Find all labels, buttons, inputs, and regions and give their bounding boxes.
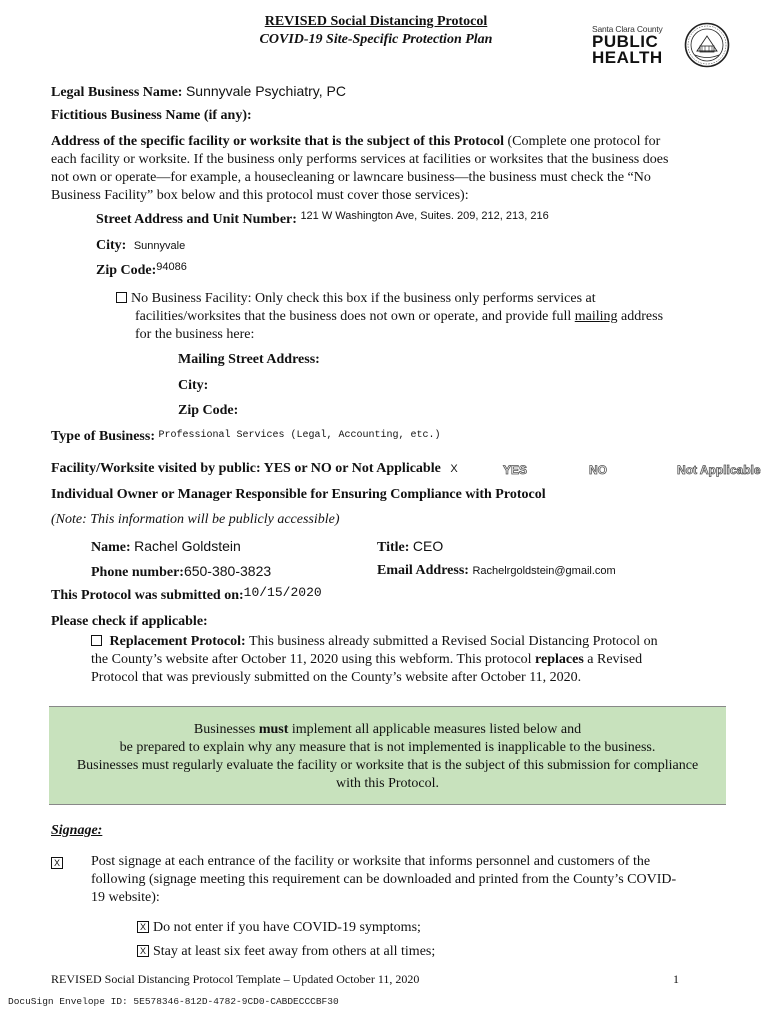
owner-title-value[interactable]: CEO: [412, 538, 444, 554]
footer-template-text: REVISED Social Distancing Protocol Template – Updated October 11, 2020: [51, 972, 420, 986]
logo-line2: HEALTH: [592, 48, 663, 67]
street-address-label: Street Address and Unit Number:: [96, 212, 297, 227]
submitted-row: [51, 585, 322, 604]
document-title: REVISED Social Distancing Protocol: [264, 14, 488, 29]
address-instructions-line1: (Complete one protocol for: [504, 134, 661, 149]
signage-checkbox[interactable]: [51, 855, 67, 873]
visited-mark: X: [450, 463, 458, 475]
mailing-underlined: mailing: [574, 309, 618, 324]
signage-heading: Signage:: [51, 823, 103, 838]
replacement-protocol-line2-end: a Revised: [583, 652, 643, 667]
no-business-facility-checkbox[interactable]: [116, 292, 127, 303]
submitted-value[interactable]: 10/15/2020: [243, 585, 322, 600]
city-value[interactable]: Sunnyvale: [133, 240, 186, 252]
county-seal-icon: [684, 22, 730, 68]
submitted-label: This Protocol was submitted on:: [51, 588, 244, 603]
visited-option-no[interactable]: NO: [589, 463, 607, 477]
owner-phone-label: Phone number:: [91, 565, 184, 580]
docusign-envelope-id: DocuSign Envelope ID: 5E578346-812D-4782-9CD0-CABDECCCBF30: [8, 996, 339, 1007]
owner-email-label: Email Address:: [377, 563, 469, 578]
logo-county: Santa Clara County: [592, 24, 663, 34]
replaces-bold: replaces: [535, 652, 584, 667]
type-of-business-row: [51, 429, 441, 445]
signage-sub2: [137, 943, 435, 961]
owner-email-row: [377, 563, 616, 579]
notice-line4: with this Protocol.: [335, 776, 440, 791]
signage-sub2-text: Stay at least six feet away from others at all times;: [153, 944, 436, 959]
address-instructions-line4: Business Facility” box below and this protocol must cover those services):: [51, 188, 469, 203]
street-address-row: [96, 212, 549, 228]
document-subtitle: COVID-19 Site-Specific Protection Plan: [259, 32, 493, 47]
address-instructions-line3: not own or operate—for example, a housecleaning or lawncare business—the business must check the “No: [51, 170, 651, 185]
owner-note: (Note: This information will be publicly accessible): [51, 512, 340, 527]
signage-sub1-text: Do not enter if you have COVID-19 symptoms;: [153, 920, 421, 935]
owner-title-row: [377, 538, 443, 556]
notice-must: must: [258, 722, 289, 737]
zip-value[interactable]: 94086: [156, 261, 187, 273]
legal-business-name-label: Legal Business Name:: [51, 85, 183, 100]
please-check-heading: Please check if applicable:: [51, 614, 208, 629]
legal-business-name-value[interactable]: Sunnyvale Psychiatry, PC: [185, 83, 346, 99]
notice-line1: Businesses: [193, 722, 259, 737]
signage-item-line3: 19 website):: [91, 890, 160, 905]
compliance-notice-box: [49, 706, 726, 805]
owner-name-value[interactable]: Rachel Goldstein: [134, 538, 241, 554]
owner-name-label: Name:: [91, 540, 131, 555]
address-label: Address of the specific facility or worksite that is the subject of this Protocol: [51, 134, 504, 149]
zip-label: Zip Code:: [96, 263, 157, 278]
visited-option-not-applicable[interactable]: Not Applicable: [677, 463, 761, 477]
signage-item-line2: following (signage meeting this requirement can be downloaded and printed from the County’s COVID-: [91, 872, 677, 887]
replacement-protocol-block: [91, 633, 741, 687]
no-business-facility-line3: for the business here:: [135, 327, 255, 342]
logo-line1: PUBLIC: [592, 32, 659, 51]
owner-phone-value[interactable]: 650-380-3823: [183, 563, 272, 579]
legal-business-name-row: [51, 83, 346, 101]
signage-item-line1: Post signage at each entrance of the facility or worksite that informs personnel and customers of the: [91, 854, 651, 869]
notice-line3: Businesses must regularly evaluate the facility or worksite that is the subject of this submission for compliance: [76, 758, 699, 773]
notice-line1-end: implement all applicable measures listed below and: [288, 722, 582, 737]
fictitious-business-name-label: Fictitious Business Name (if any):: [51, 108, 252, 123]
replacement-protocol-line2: the County’s website after October 11, 2020 using this webform. This protocol: [91, 652, 536, 667]
city-label: City:: [96, 238, 127, 253]
owner-email-value[interactable]: Rachelrgoldstein@gmail.com: [472, 565, 616, 577]
city-row: [96, 238, 185, 254]
type-of-business-value[interactable]: Professional Services (Legal, Accounting, etc.): [158, 430, 441, 441]
mailing-city-label: City:: [178, 378, 209, 393]
notice-line2: be prepared to explain why any measure that is not implemented is inapplicable to the business.: [119, 740, 656, 755]
mailing-zip-label: Zip Code:: [178, 403, 239, 418]
signage-checkbox-mark: X: [51, 857, 63, 869]
signage-sub2-checkbox[interactable]: X: [137, 945, 149, 957]
owner-phone-row: [91, 563, 271, 581]
replacement-protocol-line3: Protocol that was previously submitted on the County’s website after October 11, 2020.: [91, 670, 582, 685]
owner-name-row: [91, 538, 241, 556]
type-of-business-label: Type of Business:: [51, 429, 155, 444]
replacement-protocol-label: Replacement Protocol:: [109, 634, 246, 649]
mailing-street-label: Mailing Street Address:: [178, 352, 320, 367]
zip-row: [96, 263, 187, 279]
owner-heading: Individual Owner or Manager Responsible for Ensuring Compliance with Protocol: [51, 487, 546, 502]
address-instructions-line2: each facility or worksite. If the business only performs services at facilities or worksites that the business does: [51, 152, 669, 167]
no-business-facility-line2-end: address: [617, 309, 664, 324]
street-address-value[interactable]: 121 W Washington Ave, Suites. 209, 212, 213, 216: [300, 210, 549, 222]
signage-item: [91, 853, 741, 907]
visited-by-public-label: Facility/Worksite visited by public: YES or NO or Not Applicable: [51, 461, 441, 476]
public-health-logo: [592, 24, 674, 70]
no-business-facility-block: [116, 290, 746, 344]
replacement-protocol-line1: This business already submitted a Revised Social Distancing Protocol on: [245, 634, 658, 649]
replacement-protocol-checkbox[interactable]: [91, 635, 102, 646]
address-instructions: [51, 133, 751, 205]
owner-title-label: Title:: [377, 540, 410, 555]
visited-option-yes[interactable]: YES: [503, 463, 528, 477]
no-business-facility-line2: facilities/worksites that the business does not own or operate, and provide full: [135, 309, 575, 324]
page-number: 1: [673, 972, 679, 986]
no-business-facility-line1: No Business Facility: Only check this box if the business only performs services at: [131, 291, 596, 306]
signage-sub1: [137, 919, 421, 937]
signage-sub1-checkbox[interactable]: X: [137, 921, 149, 933]
visited-by-public-row: [51, 461, 458, 477]
